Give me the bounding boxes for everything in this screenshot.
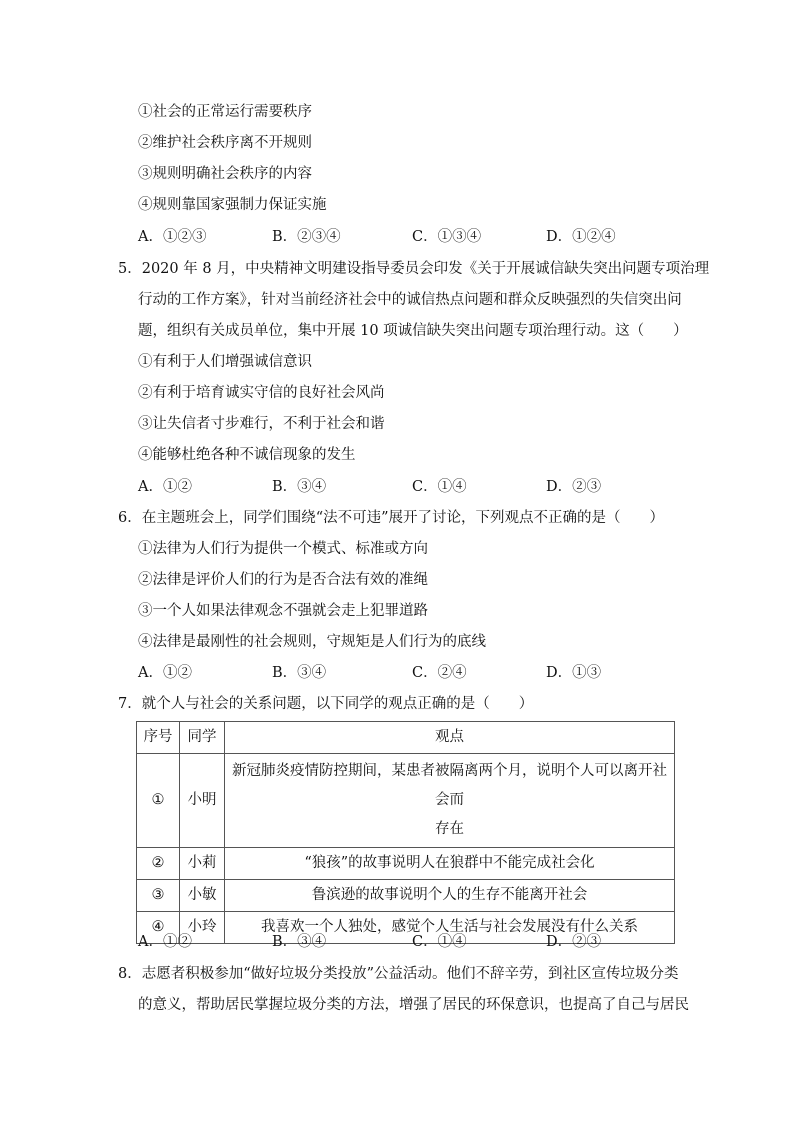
table-row [137, 848, 675, 880]
header-number: 序号 [137, 722, 180, 754]
row-view-line-1: 新冠肺炎疫情防控期间，某患者被隔离两个月，说明个人可以离开社会而 [232, 763, 667, 808]
q4-option-c[interactable]: C．①③④ [412, 229, 482, 245]
row-student: 小敏 [180, 880, 225, 912]
q5-item-1: ①有利于人们增强诚信意识 [138, 354, 312, 370]
q4-item-3: ③规则明确社会秩序的内容 [138, 166, 312, 182]
q5-item-4: ④能够杜绝各种不诚信现象的发生 [138, 447, 356, 463]
q5-stem-line-1: 5．2020 年 8 月，中央精神文明建设指导委员会印发《关于开展诚信缺失突出问题专项治理 [118, 261, 710, 277]
row-student: 小明 [180, 754, 225, 848]
q5-stem-line-2: 行动的工作方案》，针对当前经济社会中的诚信热点问题和群众反映强烈的失信突出问 [138, 292, 682, 308]
q5-option-d[interactable]: D．②③ [546, 479, 602, 495]
q5-stem-line-3: 题，组织有关成员单位，集中开展 10 项诚信缺失突出问题专项治理行动。这（ ） [138, 323, 688, 339]
q7-option-b[interactable]: B．③④ [272, 934, 327, 950]
row-view-line-2: 存在 [435, 821, 464, 837]
q6-option-d[interactable]: D．①③ [546, 665, 602, 681]
q5-option-a[interactable]: A．①② [138, 479, 192, 495]
q6-stem: 6．在主题班会上，同学们围绕“法不可违”展开了讨论，下列观点不正确的是（ ） [118, 510, 665, 526]
q5-option-c[interactable]: C．①④ [412, 479, 467, 495]
q6-item-4: ④法律是最刚性的社会规则，守规矩是人们行为的底线 [138, 634, 486, 650]
q4-option-a[interactable]: A．①②③ [138, 229, 207, 245]
q7-table [136, 721, 675, 944]
q5-item-2: ②有利于培育诚实守信的良好社会风尚 [138, 385, 385, 401]
q6-option-a[interactable]: A．①② [138, 665, 192, 681]
row-student: 小玲 [180, 912, 225, 944]
q4-item-1: ①社会的正常运行需要秩序 [138, 104, 312, 120]
q4-item-4: ④规则靠国家强制力保证实施 [138, 197, 327, 213]
q7-option-d[interactable]: D．②③ [546, 934, 602, 950]
q6-item-1: ①法律为人们行为提供一个模式、标准或方向 [138, 541, 428, 557]
row-student: 小莉 [180, 848, 225, 880]
q8-stem-line-2: 的意义，帮助居民掌握垃圾分类的方法，增强了居民的环保意识，也提高了自己与居民 [138, 997, 689, 1013]
q5-option-b[interactable]: B．③④ [272, 479, 327, 495]
row-number: ③ [137, 880, 180, 912]
row-number: ① [137, 754, 180, 848]
q6-option-c[interactable]: C．②④ [412, 665, 467, 681]
row-view: 我喜欢一个人独处，感觉个人生活与社会发展没有什么关系 [225, 912, 675, 944]
table-row [137, 754, 675, 848]
table-header-row [137, 722, 675, 754]
q4-item-2: ②维护社会秩序离不开规则 [138, 135, 312, 151]
row-view [225, 754, 675, 848]
header-view: 观点 [225, 722, 675, 754]
row-view: 鲁滨逊的故事说明个人的生存不能离开社会 [225, 880, 675, 912]
q7-option-c[interactable]: C．①④ [412, 934, 467, 950]
q6-item-3: ③一个人如果法律观念不强就会走上犯罪道路 [138, 603, 428, 619]
row-view: “狼孩”的故事说明人在狼群中不能完成社会化 [225, 848, 675, 880]
q5-item-3: ③让失信者寸步难行，不利于社会和谐 [138, 416, 385, 432]
row-number: ② [137, 848, 180, 880]
header-student: 同学 [180, 722, 225, 754]
q8-stem-line-1: 8．志愿者积极参加“做好垃圾分类投放”公益活动。他们不辞辛劳，到社区宣传垃圾分类 [118, 966, 679, 982]
q4-option-d[interactable]: D．①②④ [546, 229, 616, 245]
q6-item-2: ②法律是评价人们的行为是否合法有效的准绳 [138, 572, 428, 588]
q6-option-b[interactable]: B．③④ [272, 665, 327, 681]
q7-stem: 7．就个人与社会的关系问题，以下同学的观点正确的是（ ） [118, 696, 534, 712]
q7-option-a[interactable]: A．①② [138, 934, 192, 950]
q4-option-b[interactable]: B．②③④ [272, 229, 341, 245]
row-number: ④ [137, 912, 180, 944]
table-row [137, 880, 675, 912]
